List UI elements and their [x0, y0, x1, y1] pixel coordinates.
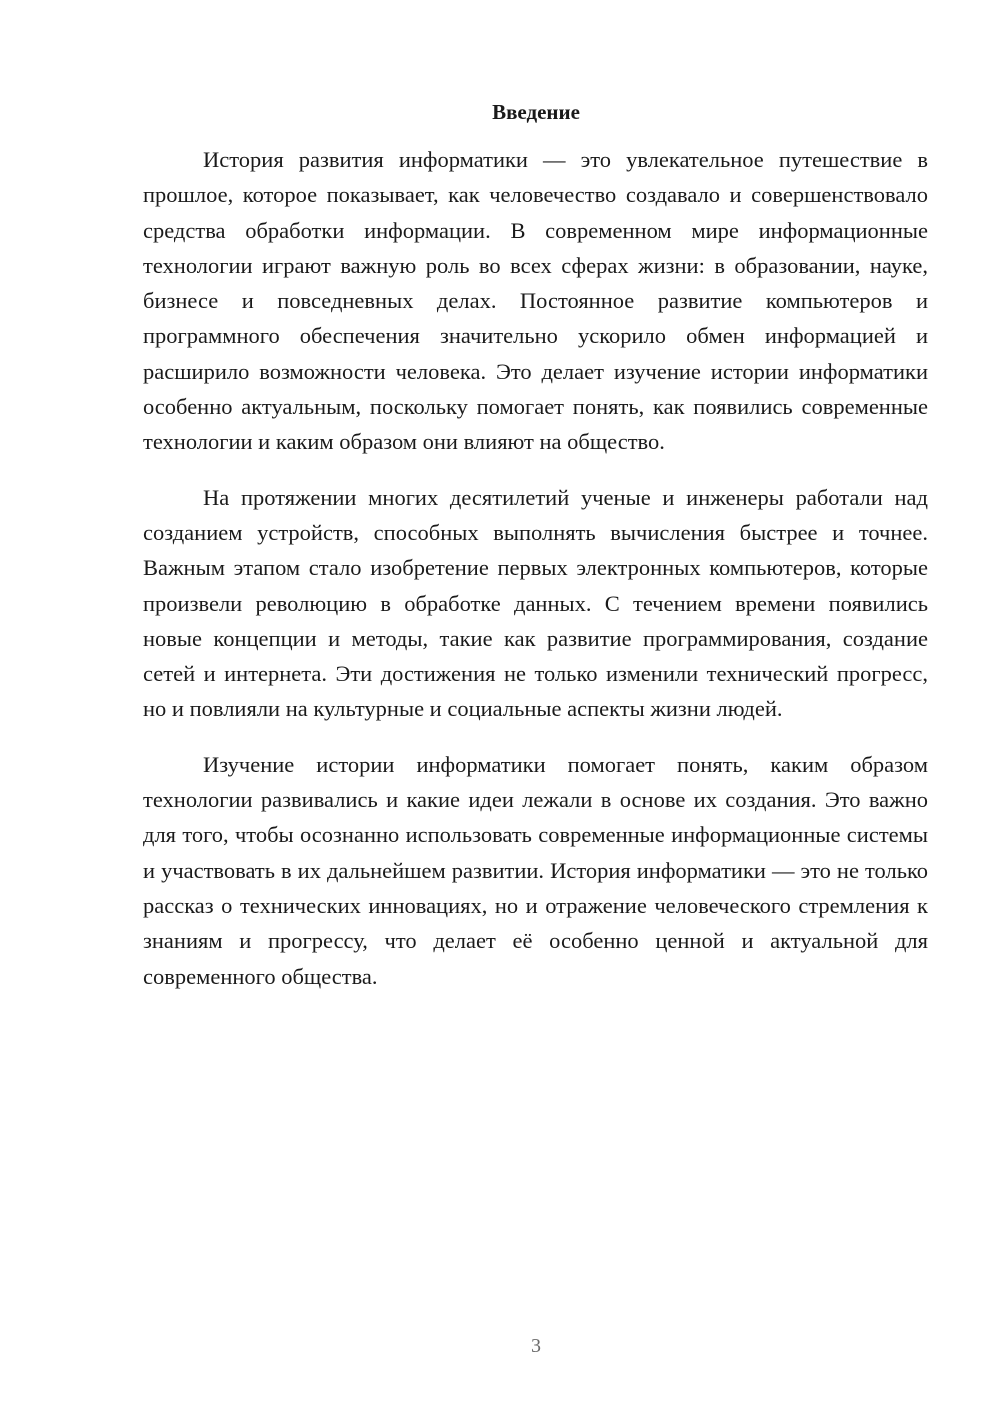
body-text — [143, 142, 928, 1014]
paragraph-1: История развития информатики — это увлекательное путешествие в прошлое, которое показывает, как человечество создавало и совершенствовало средства обработки информации. В современном мире информационные технологии играют важную роль во всех сферах жизни: в образовании, науке, бизнесе и повседневных делах. Постоянное развитие компьютеров и программного обеспечения значительно ускорило обмен информацией и расширило возможности человека. Это делает изучение истории информатики особенно актуальным, поскольку помогает понять, как появились современные технологии и каким образом они влияют на общество. — [143, 147, 928, 455]
page-number: 3 — [531, 1335, 541, 1357]
section-title: Введение — [492, 100, 580, 124]
paragraph-2: На протяжении многих десятилетий ученые и инженеры работали над созданием устройств, способных выполнять вычисления быстрее и точнее. Важным этапом стало изобретение первых электронных компьютеров, которые произвели революцию в обработке данных. С течением времени появились новые концепции и методы, такие как развитие программирования, создание сетей и интернета. Эти достижения не только изменили технический прогресс, но и повлияли на культурные и социальные аспекты жизни людей. — [143, 484, 928, 722]
paragraph-3: Изучение истории информатики помогает понять, каким образом технологии развивались и какие идеи лежали в основе их создания. Это важно для того, чтобы осознанно использовать современные информационные системы и участвовать в их дальнейшем развитии. История информатики — это не только рассказ о технических инновациях, но и отражение человеческого стремления к знаниям и прогрессу, что делает её особенно ценной и актуальной для современного общества. — [143, 751, 928, 989]
